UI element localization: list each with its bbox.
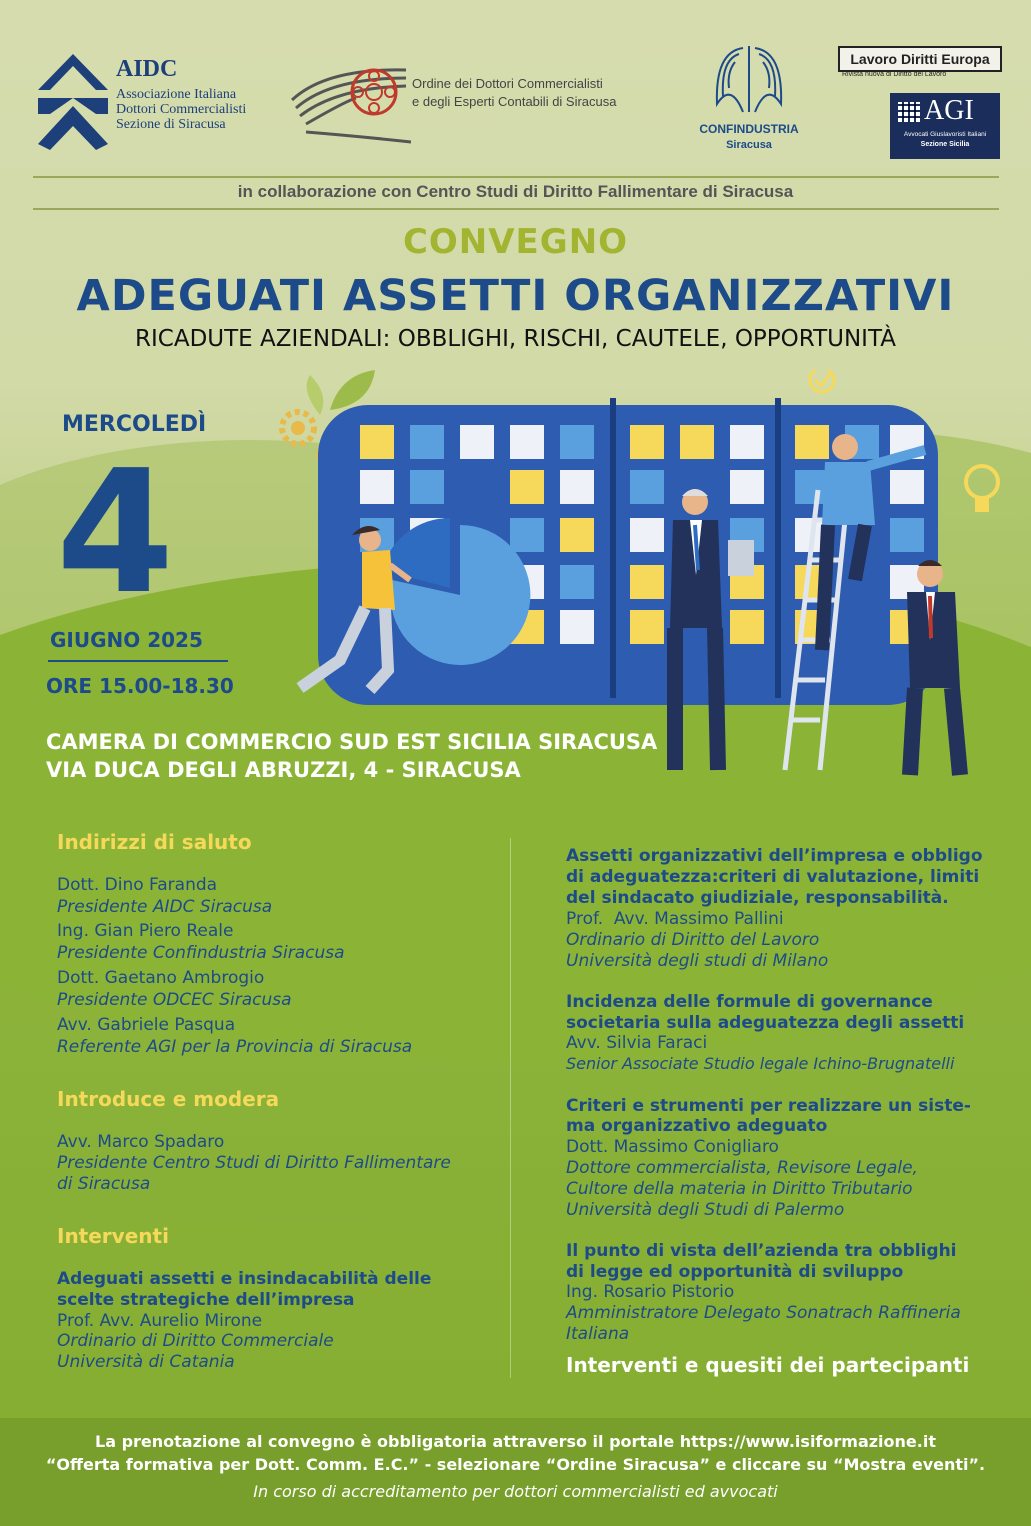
agi-logo (890, 93, 1000, 159)
talk-title: Il punto di vista dell’azienda tra obblighi (566, 1241, 957, 1261)
talk-title: di adeguatezza:criteri di valutazione, limiti (566, 867, 980, 887)
speaker-name: Avv. Silvia Faraci (566, 1033, 708, 1053)
speaker-role: Ordinario di Diritto Commerciale (57, 1331, 334, 1351)
lde-sub: Rivista nuova di Diritto del Lavoro (842, 71, 947, 78)
talk-title: Incidenza delle formule di governance (566, 992, 933, 1012)
divider (33, 176, 999, 178)
speaker-role: Università degli Studi di Palermo (566, 1200, 845, 1220)
speaker-role: Presidente Confindustria Siracusa (57, 943, 345, 963)
month-year: GIUGNO 2025 (50, 628, 203, 652)
subtitle: RICADUTE AZIENDALI: OBBLIGHI, RISCHI, CAUTELE, OPPORTUNITÀ (135, 326, 896, 352)
collaboration-line: in collaborazione con Centro Studi di Diritto Fallimentare di Siracusa (237, 182, 794, 201)
weekday: MERCOLEDÌ (62, 412, 207, 437)
date-underline (48, 660, 228, 662)
column-divider (510, 838, 511, 1378)
speaker-role: Italiana (566, 1324, 630, 1344)
odcec-line: e degli Esperti Contabili di Siracusa (412, 94, 617, 109)
agi-title: AGI (924, 95, 974, 126)
speaker-name: Prof. Avv. Massimo Pallini (566, 909, 784, 929)
man-in-suit-figure (907, 560, 960, 775)
speaker-role: Senior Associate Studio legale Ichino-Brugnatelli (566, 1054, 955, 1073)
venue-name: CAMERA DI COMMERCIO SUD EST SICILIA SIRACUSA (46, 730, 658, 754)
footer-line: “Offerta formativa per Dott. Comm. E.C.” - selezionare “Ordine Siracusa” e cliccare su “Mostra eventi”. (45, 1455, 986, 1474)
speaker-role: Ordinario di Diritto del Lavoro (566, 930, 820, 950)
modera-heading: Introduce e modera (57, 1087, 280, 1111)
speaker-role: Amministratore Delegato Sonatrach Raffineria (566, 1303, 961, 1323)
talk-title: Assetti organizzativi dell’impresa e obbligo (566, 846, 983, 866)
speaker-name: Dott. Dino Faranda (57, 875, 218, 895)
aidc-line: Dottori Commercialisti (116, 102, 247, 117)
confindustria-name: CONFINDUSTRIA (699, 122, 799, 136)
agi-sub: Avvocati Giuslavoristi Italiani (903, 131, 987, 138)
footer-line: La prenotazione al convegno è obbligatoria attraverso il portale https://www.isiformazione.it (95, 1432, 936, 1451)
convegno-label: CONVEGNO (402, 222, 629, 262)
aidc-emblem-icon (36, 52, 110, 152)
talk-title: di legge ed opportunità di sviluppo (566, 1262, 904, 1282)
lightbulb-icon (966, 466, 998, 512)
odcec-line: Ordine dei Dottori Commercialisti (412, 76, 603, 91)
speaker-role: di Siracusa (57, 1174, 151, 1194)
speaker-role: Presidente ODCEC Siracusa (57, 990, 292, 1010)
check-icon (810, 370, 834, 392)
aidc-title: AIDC (116, 56, 178, 82)
time: ORE 15.00-18.30 (46, 674, 234, 698)
talk-title: Criteri e strumenti per realizzare un siste- (566, 1096, 971, 1116)
odcec-emblem-icon (286, 62, 411, 146)
talk-title: del sindacato giudiziale, responsabilità. (566, 888, 949, 908)
confindustria-logo (688, 42, 810, 158)
footer-note: In corso di accreditamento per dottori commercialisti ed avvocati (253, 1482, 778, 1501)
confindustria-city: Siracusa (726, 139, 772, 151)
talk-title: Adeguati assetti e insindacabilità delle (57, 1269, 432, 1289)
day-number: 4 (56, 434, 175, 632)
venue-address: VIA DUCA DEGLI ABRUZZI, 4 - SIRACUSA (46, 758, 521, 782)
lde-title: Lavoro Diritti Europa (838, 46, 1002, 72)
speaker-name: Avv. Gabriele Pasqua (57, 1015, 236, 1035)
talk-title: ma organizzativo adeguato (566, 1116, 828, 1136)
speaker-role: Dottore commercialista, Revisore Legale, (566, 1158, 918, 1178)
speaker-role: Università degli studi di Milano (566, 951, 829, 971)
speaker-name: Ing. Rosario Pistorio (566, 1282, 735, 1302)
agi-grid-icon (898, 102, 920, 122)
main-title: ADEGUATI ASSETTI ORGANIZZATIVI (76, 271, 955, 321)
aidc-logo (36, 52, 276, 152)
talk-title: scelte strategiche dell’impresa (57, 1290, 355, 1310)
speaker-role: Cultore della materia in Diritto Tributario (566, 1179, 913, 1199)
aidc-line: Associazione Italiana (116, 87, 237, 102)
speaker-name: Ing. Gian Piero Reale (57, 921, 234, 941)
aidc-line: Sezione di Siracusa (116, 117, 226, 132)
speaker-name: Dott. Gaetano Ambrogio (57, 968, 265, 988)
closing-line: Interventi e quesiti dei partecipanti (566, 1353, 970, 1377)
speaker-name: Dott. Massimo Conigliaro (566, 1137, 779, 1157)
speaker-role: Università di Catania (57, 1352, 235, 1372)
speaker-name: Prof. Avv. Aurelio Mirone (57, 1311, 263, 1331)
speaker-role: Presidente Centro Studi di Diritto Fallimentare (57, 1153, 451, 1173)
speaker-name: Avv. Marco Spadaro (57, 1132, 225, 1152)
speaker-role: Referente AGI per la Provincia di Siracusa (57, 1037, 413, 1057)
interventi-heading: Interventi (57, 1224, 169, 1248)
speaker-role: Presidente AIDC Siracusa (57, 897, 273, 917)
teamwork-illustration (270, 370, 1010, 790)
saluto-heading: Indirizzi di saluto (57, 830, 252, 854)
agi-sub: Sezione Sicilia (920, 141, 970, 148)
odcec-logo (286, 62, 676, 146)
lde-logo (838, 46, 1002, 80)
talk-title: societaria sulla adeguatezza degli assetti (566, 1013, 965, 1033)
divider (33, 208, 999, 210)
eagle-icon (709, 42, 789, 118)
